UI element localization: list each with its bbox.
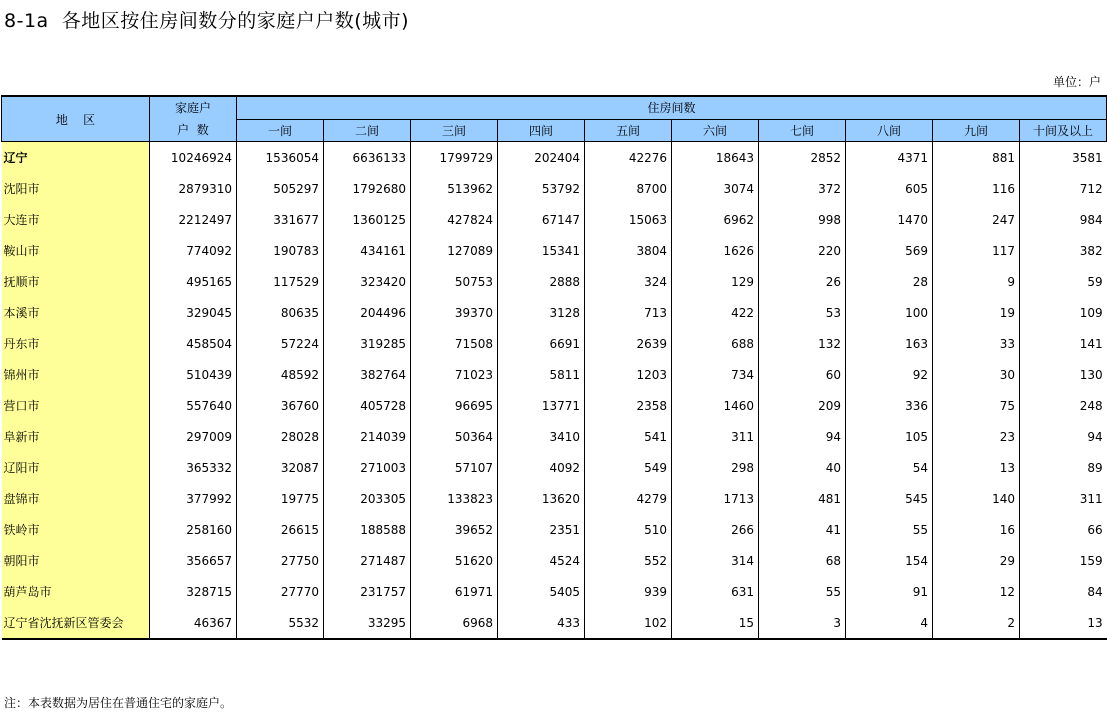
room-count-cell: 3074 — [672, 173, 759, 204]
region-cell: 沈阳市 — [2, 173, 150, 204]
room-count-cell: 4 — [846, 607, 933, 639]
room-count-cell: 23 — [933, 421, 1020, 452]
table-row — [2, 142, 1107, 174]
room-count-cell: 203305 — [324, 483, 411, 514]
room-count-cell: 331677 — [237, 204, 324, 235]
room-count-cell: 631 — [672, 576, 759, 607]
room-count-cell: 271487 — [324, 545, 411, 576]
family-count-cell: 2212497 — [150, 204, 237, 235]
room-count-cell: 688 — [672, 328, 759, 359]
family-count-header — [150, 96, 237, 142]
room-count-cell: 36760 — [237, 390, 324, 421]
room-count-cell: 4092 — [498, 452, 585, 483]
room-count-cell: 33295 — [324, 607, 411, 639]
room-count-cell: 382764 — [324, 359, 411, 390]
room-count-cell: 2639 — [585, 328, 672, 359]
room-count-cell: 3128 — [498, 297, 585, 328]
room-count-cell: 75 — [933, 390, 1020, 421]
family-count-cell: 2879310 — [150, 173, 237, 204]
room-count-cell: 48592 — [237, 359, 324, 390]
room-count-cell: 319285 — [324, 328, 411, 359]
room-header: 七间 — [759, 119, 846, 142]
table-header — [2, 96, 1107, 142]
room-count-cell: 311 — [672, 421, 759, 452]
room-count-cell: 6962 — [672, 204, 759, 235]
room-count-cell: 28028 — [237, 421, 324, 452]
room-header: 一间 — [237, 119, 324, 142]
table-row — [2, 235, 1107, 266]
room-count-cell: 57224 — [237, 328, 324, 359]
room-count-cell: 109 — [1020, 297, 1107, 328]
table-row — [2, 173, 1107, 204]
room-count-cell: 734 — [672, 359, 759, 390]
room-count-cell: 247 — [933, 204, 1020, 235]
table-row — [2, 266, 1107, 297]
room-count-cell: 298 — [672, 452, 759, 483]
room-count-cell: 434161 — [324, 235, 411, 266]
region-cell: 本溪市 — [2, 297, 150, 328]
room-count-cell: 2358 — [585, 390, 672, 421]
room-count-cell: 552 — [585, 545, 672, 576]
room-count-cell: 57107 — [411, 452, 498, 483]
room-count-cell: 5405 — [498, 576, 585, 607]
room-count-cell: 1203 — [585, 359, 672, 390]
family-count-cell: 557640 — [150, 390, 237, 421]
region-cell: 鞍山市 — [2, 235, 150, 266]
room-count-cell: 5811 — [498, 359, 585, 390]
room-count-cell: 1792680 — [324, 173, 411, 204]
table-row — [2, 297, 1107, 328]
room-count-cell: 8700 — [585, 173, 672, 204]
room-count-cell: 881 — [933, 142, 1020, 174]
region-cell: 阜新市 — [2, 421, 150, 452]
room-count-cell: 5532 — [237, 607, 324, 639]
room-count-cell: 1470 — [846, 204, 933, 235]
room-count-cell: 60 — [759, 359, 846, 390]
room-header: 十间及以上 — [1020, 119, 1107, 142]
room-count-cell: 9 — [933, 266, 1020, 297]
room-count-cell: 214039 — [324, 421, 411, 452]
room-count-cell: 102 — [585, 607, 672, 639]
room-count-cell: 33 — [933, 328, 1020, 359]
room-count-cell: 984 — [1020, 204, 1107, 235]
room-count-cell: 1713 — [672, 483, 759, 514]
room-count-cell: 15 — [672, 607, 759, 639]
table-row — [2, 328, 1107, 359]
room-count-cell: 248 — [1020, 390, 1107, 421]
room-count-cell: 2 — [933, 607, 1020, 639]
rooms-group-header: 住房间数 — [237, 96, 1107, 119]
room-count-cell: 39370 — [411, 297, 498, 328]
room-count-cell: 16 — [933, 514, 1020, 545]
room-count-cell: 3410 — [498, 421, 585, 452]
room-count-cell: 605 — [846, 173, 933, 204]
room-count-cell: 54 — [846, 452, 933, 483]
room-count-cell: 140 — [933, 483, 1020, 514]
room-count-cell: 314 — [672, 545, 759, 576]
room-count-cell: 53 — [759, 297, 846, 328]
family-count-cell: 377992 — [150, 483, 237, 514]
region-cell: 营口市 — [2, 390, 150, 421]
room-count-cell: 12 — [933, 576, 1020, 607]
region-cell: 辽宁 — [2, 142, 150, 174]
room-count-cell: 19775 — [237, 483, 324, 514]
room-count-cell: 3 — [759, 607, 846, 639]
footnote: 注：本表数据为居住在普通住宅的家庭户。 — [4, 696, 233, 710]
room-count-cell: 372 — [759, 173, 846, 204]
room-header: 五间 — [585, 119, 672, 142]
room-count-cell: 132 — [759, 328, 846, 359]
family-header-line1: 家庭户 — [174, 101, 211, 115]
room-count-cell: 712 — [1020, 173, 1107, 204]
room-count-cell: 6968 — [411, 607, 498, 639]
room-count-cell: 405728 — [324, 390, 411, 421]
region-cell: 辽宁省沈抚新区管委会 — [2, 607, 150, 639]
table-row — [2, 545, 1107, 576]
room-header: 三间 — [411, 119, 498, 142]
room-count-cell: 6636133 — [324, 142, 411, 174]
region-cell: 大连市 — [2, 204, 150, 235]
family-count-cell: 356657 — [150, 545, 237, 576]
room-count-cell: 13620 — [498, 483, 585, 514]
room-count-cell: 4279 — [585, 483, 672, 514]
room-count-cell: 422 — [672, 297, 759, 328]
family-count-cell: 458504 — [150, 328, 237, 359]
family-count-cell: 46367 — [150, 607, 237, 639]
room-count-cell: 71508 — [411, 328, 498, 359]
room-count-cell: 188588 — [324, 514, 411, 545]
room-count-cell: 15063 — [585, 204, 672, 235]
room-count-cell: 3581 — [1020, 142, 1107, 174]
room-count-cell: 117 — [933, 235, 1020, 266]
room-count-cell: 154 — [846, 545, 933, 576]
room-count-cell: 713 — [585, 297, 672, 328]
room-count-cell: 15341 — [498, 235, 585, 266]
room-count-cell: 13 — [933, 452, 1020, 483]
room-count-cell: 66 — [1020, 514, 1107, 545]
room-count-cell: 1460 — [672, 390, 759, 421]
room-count-cell: 71023 — [411, 359, 498, 390]
room-header: 六间 — [672, 119, 759, 142]
room-header: 九间 — [933, 119, 1020, 142]
room-count-cell: 209 — [759, 390, 846, 421]
room-count-cell: 105 — [846, 421, 933, 452]
room-count-cell: 55 — [759, 576, 846, 607]
room-count-cell: 220 — [759, 235, 846, 266]
room-count-cell: 4371 — [846, 142, 933, 174]
room-count-cell: 998 — [759, 204, 846, 235]
room-count-cell: 202404 — [498, 142, 585, 174]
room-count-cell: 163 — [846, 328, 933, 359]
room-count-cell: 433 — [498, 607, 585, 639]
data-table — [1, 95, 1107, 640]
room-count-cell: 50364 — [411, 421, 498, 452]
room-count-cell: 50753 — [411, 266, 498, 297]
room-count-cell: 32087 — [237, 452, 324, 483]
room-count-cell: 541 — [585, 421, 672, 452]
region-cell: 葫芦岛市 — [2, 576, 150, 607]
region-cell: 抚顺市 — [2, 266, 150, 297]
room-count-cell: 89 — [1020, 452, 1107, 483]
room-count-cell: 505297 — [237, 173, 324, 204]
room-count-cell: 68 — [759, 545, 846, 576]
room-count-cell: 1799729 — [411, 142, 498, 174]
room-count-cell: 59 — [1020, 266, 1107, 297]
room-header: 二间 — [324, 119, 411, 142]
room-count-cell: 231757 — [324, 576, 411, 607]
room-count-cell: 18643 — [672, 142, 759, 174]
room-count-cell: 29 — [933, 545, 1020, 576]
room-count-cell: 67147 — [498, 204, 585, 235]
room-count-cell: 545 — [846, 483, 933, 514]
room-count-cell: 2351 — [498, 514, 585, 545]
room-count-cell: 1360125 — [324, 204, 411, 235]
room-count-cell: 266 — [672, 514, 759, 545]
room-count-cell: 13 — [1020, 607, 1107, 639]
room-count-cell: 939 — [585, 576, 672, 607]
room-count-cell: 513962 — [411, 173, 498, 204]
room-count-cell: 127089 — [411, 235, 498, 266]
region-cell: 辽阳市 — [2, 452, 150, 483]
room-count-cell: 2852 — [759, 142, 846, 174]
table-row — [2, 390, 1107, 421]
table-row — [2, 204, 1107, 235]
family-count-cell: 10246924 — [150, 142, 237, 174]
room-count-cell: 91 — [846, 576, 933, 607]
room-count-cell: 569 — [846, 235, 933, 266]
table-row — [2, 514, 1107, 545]
room-count-cell: 427824 — [411, 204, 498, 235]
room-count-cell: 4524 — [498, 545, 585, 576]
table-body — [2, 142, 1107, 640]
room-count-cell: 2888 — [498, 266, 585, 297]
room-count-cell: 129 — [672, 266, 759, 297]
room-count-cell: 1626 — [672, 235, 759, 266]
room-count-cell: 92 — [846, 359, 933, 390]
room-count-cell: 382 — [1020, 235, 1107, 266]
room-count-cell: 96695 — [411, 390, 498, 421]
family-count-cell: 495165 — [150, 266, 237, 297]
family-count-cell: 258160 — [150, 514, 237, 545]
room-count-cell: 549 — [585, 452, 672, 483]
room-header: 四间 — [498, 119, 585, 142]
room-count-cell: 19 — [933, 297, 1020, 328]
table-row — [2, 576, 1107, 607]
family-count-cell: 297009 — [150, 421, 237, 452]
table-row — [2, 452, 1107, 483]
room-count-cell: 133823 — [411, 483, 498, 514]
family-header-line2: 户 数 — [177, 123, 209, 137]
family-count-cell: 328715 — [150, 576, 237, 607]
region-cell: 朝阳市 — [2, 545, 150, 576]
family-count-cell: 329045 — [150, 297, 237, 328]
table-row — [2, 607, 1107, 639]
room-count-cell: 481 — [759, 483, 846, 514]
room-count-cell: 42276 — [585, 142, 672, 174]
room-count-cell: 116 — [933, 173, 1020, 204]
unit-label: 单位：户 — [1052, 75, 1101, 89]
room-count-cell: 26 — [759, 266, 846, 297]
room-count-cell: 51620 — [411, 545, 498, 576]
room-count-cell: 159 — [1020, 545, 1107, 576]
table-row — [2, 483, 1107, 514]
room-count-cell: 27770 — [237, 576, 324, 607]
room-count-cell: 27750 — [237, 545, 324, 576]
region-header: 地 区 — [2, 96, 150, 142]
room-count-cell: 94 — [1020, 421, 1107, 452]
room-count-cell: 55 — [846, 514, 933, 545]
room-count-cell: 61971 — [411, 576, 498, 607]
room-count-cell: 3804 — [585, 235, 672, 266]
room-count-cell: 141 — [1020, 328, 1107, 359]
room-count-cell: 41 — [759, 514, 846, 545]
room-count-cell: 53792 — [498, 173, 585, 204]
room-count-cell: 80635 — [237, 297, 324, 328]
room-count-cell: 1536054 — [237, 142, 324, 174]
room-count-cell: 323420 — [324, 266, 411, 297]
room-count-cell: 190783 — [237, 235, 324, 266]
room-count-cell: 130 — [1020, 359, 1107, 390]
room-count-cell: 271003 — [324, 452, 411, 483]
room-count-cell: 28 — [846, 266, 933, 297]
room-count-cell: 13771 — [498, 390, 585, 421]
page-title: 8-1a 各地区按住房间数分的家庭户户数(城市) — [4, 10, 410, 32]
room-count-cell: 30 — [933, 359, 1020, 390]
room-count-cell: 6691 — [498, 328, 585, 359]
room-count-cell: 336 — [846, 390, 933, 421]
region-cell: 丹东市 — [2, 328, 150, 359]
family-count-cell: 510439 — [150, 359, 237, 390]
family-count-cell: 365332 — [150, 452, 237, 483]
room-count-cell: 100 — [846, 297, 933, 328]
room-count-cell: 117529 — [237, 266, 324, 297]
room-count-cell: 40 — [759, 452, 846, 483]
family-count-cell: 774092 — [150, 235, 237, 266]
room-header: 八间 — [846, 119, 933, 142]
table-row — [2, 421, 1107, 452]
table-row — [2, 359, 1107, 390]
region-cell: 盘锦市 — [2, 483, 150, 514]
room-count-cell: 324 — [585, 266, 672, 297]
region-cell: 锦州市 — [2, 359, 150, 390]
room-count-cell: 510 — [585, 514, 672, 545]
room-count-cell: 84 — [1020, 576, 1107, 607]
room-count-cell: 311 — [1020, 483, 1107, 514]
room-count-cell: 204496 — [324, 297, 411, 328]
region-cell: 铁岭市 — [2, 514, 150, 545]
room-count-cell: 26615 — [237, 514, 324, 545]
room-count-cell: 94 — [759, 421, 846, 452]
room-count-cell: 39652 — [411, 514, 498, 545]
